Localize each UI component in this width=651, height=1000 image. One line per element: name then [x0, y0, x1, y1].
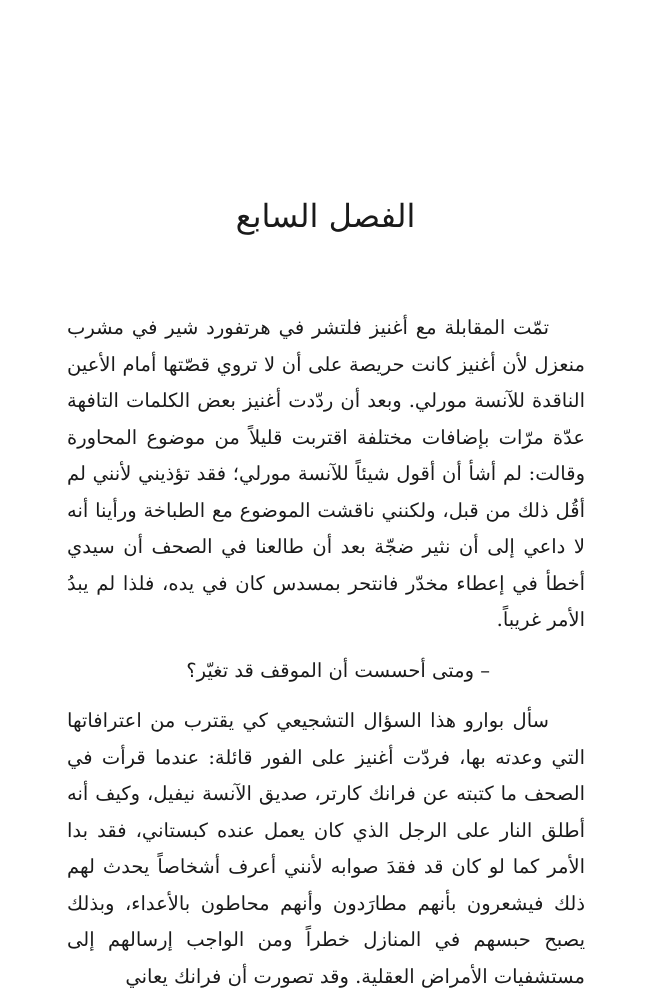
chapter-title: الفصل السابع	[235, 197, 416, 235]
paragraph-2: سأل بوارو هذا السؤال التشجيعي كي يقترب من اعترافاتها التي وعدته بها، فردّت أغنيز على الفور قائلة: عندما قرأت في الصحف ما كتبته عن فرانك كارتر، صديق الآنسة نيفيل، وكيف أنه أطلق النار على الرجل الذي كان يعمل عنده كبستاني، فقد بدا الأمر كما لو كان قد فقدَ صوابه لأنني أعرف أشخاصاً يحدث لهم ذلك فيشعرون بأنهم مطارَدون وأنهم محاطون بالأعداء، وبذلك يصبح حبسهم في المنازل خطراً ومن الواجب إرسالهم إلى مستشفيات الأمراض العقلية. وقد تصورت أن فرانك يعاني	[67, 709, 585, 988]
chapter-body	[67, 310, 585, 995]
paragraph-1: تمّت المقابلة مع أغنيز فلتشر في هرتفورد شير في مشرب منعزل لأن أغنيز كانت حريصة على أن لا تروي قصّتها أمام الأعين الناقدة للآنسة مورلي. وبعد أن ردّدت أغنيز بعض الكلمات التافهة عدّة مرّات بإضافات مختلفة اقتربت قليلاً من موضوع المحاورة وقالت: لم أشأ أن أقول شيئاً للآنسة مورلي؛ فقد تؤذيني لأنني لم أقُل ذلك من قبل، ولكنني ناقشت الموضوع مع الطباخة ورأينا أنه لا داعي إلى أن نثير ضجّة بعد أن طالعنا في الصحف أن سيدي أخطأ في إعطاء مخدّر فانتحر بمسدس كان في يده، فلذا لم يبدُ الأمر غريباً.	[67, 316, 585, 631]
paragraph-dialogue: – ومتى أحسست أن الموقف قد تغيّر؟	[186, 658, 490, 682]
